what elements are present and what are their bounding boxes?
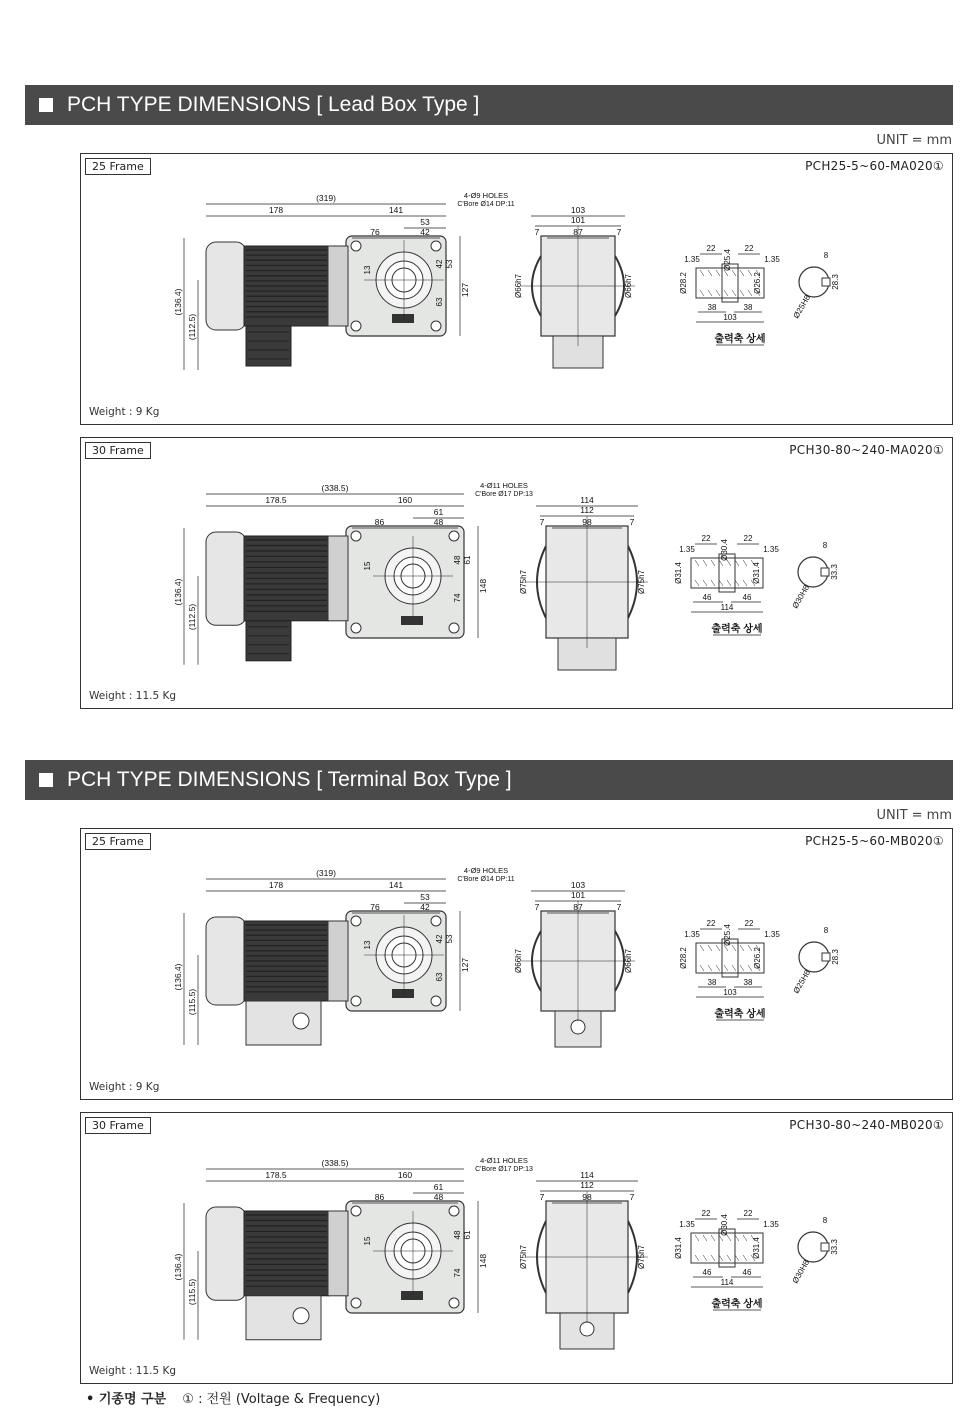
dimension-shaft: 46: [742, 1268, 752, 1277]
dimension-pitch-half: 42: [420, 227, 430, 237]
dimension-v63: 74: [453, 1268, 462, 1278]
adapter-flange: [328, 536, 348, 621]
drawing-panel-lead-25: [80, 153, 953, 425]
dimension-v63: 63: [435, 972, 444, 982]
dimension-offset: 7: [534, 227, 540, 237]
dimension-pitch: 76: [370, 227, 380, 237]
mounting-hole: [449, 531, 459, 541]
dimension-shaft: 22: [743, 534, 753, 543]
dimension-center-height: (112.5): [187, 313, 197, 341]
section-title: PCH TYPE DIMENSIONS [ Terminal Box Type ]: [67, 768, 512, 791]
dimension-spigot: Ø66h7: [624, 273, 633, 299]
dimension-shaft: 22: [701, 534, 711, 543]
dimension-width: 103: [570, 880, 586, 890]
weight-label: Weight : 11.5 Kg: [89, 1365, 177, 1377]
dimension-shaft-length: 103: [723, 313, 737, 322]
mounting-hole: [431, 916, 441, 926]
dimension-v13: 13: [363, 940, 372, 950]
dimension-shaft-dia: Ø25.4: [723, 924, 732, 946]
dimension-shaft: 1.35: [764, 255, 780, 264]
mounting-hole: [351, 1298, 361, 1308]
dimension-v63: 74: [453, 593, 462, 603]
dimension-height: (136.4): [173, 578, 183, 606]
dimension-v63: 63: [435, 297, 444, 307]
keyway-slot: [821, 568, 829, 576]
mounting-hole: [351, 996, 361, 1006]
holes-callout: 4-Ø11 HOLES: [480, 481, 528, 490]
dimension-spigot: Ø66h7: [624, 948, 633, 974]
cbore-callout: C'Bore Ø17 DP:13: [475, 1166, 533, 1173]
weight-label: Weight : 9 Kg: [89, 406, 160, 418]
technical-drawing: [81, 438, 954, 710]
dimension-bore: Ø30H8: [790, 1258, 812, 1285]
dimension-shaft: 1.35: [764, 930, 780, 939]
dimension-gear: 141: [388, 205, 404, 215]
dimension-width-inner: 101: [570, 215, 586, 225]
dimension-offset: 7: [629, 517, 635, 527]
keyway-slot: [822, 953, 830, 961]
terminal-box: [246, 1296, 321, 1340]
adapter-flange: [328, 1211, 348, 1296]
dimension-v53: 53: [445, 259, 454, 269]
dimension-offset: 7: [616, 227, 622, 237]
dimension-bore: Ø25H8: [791, 293, 813, 320]
unit-label: UNIT = mm: [876, 808, 952, 823]
dimension-shaft-length: 103: [723, 988, 737, 997]
dimension-v13: 15: [363, 1236, 372, 1246]
dimension-shaft: 1.35: [763, 1220, 779, 1229]
dimension-shaft-dia: Ø31.4: [752, 1237, 761, 1259]
keyway-slot: [821, 1243, 829, 1251]
dimension-offset: 7: [539, 1192, 545, 1202]
dimension-key-depth: 33.3: [830, 564, 839, 580]
dimension-pitch-front: 87: [573, 902, 583, 912]
dimension-motor: 178.5: [265, 1170, 287, 1180]
technical-drawing: [81, 1113, 954, 1385]
dimension-pitch-half: 48: [433, 517, 444, 527]
dimension-v127: 127: [460, 282, 470, 298]
fan-cover: [206, 242, 246, 330]
dimension-pitch: 86: [374, 517, 385, 527]
cbore-callout: C'Bore Ø17 DP:13: [475, 491, 533, 498]
dimension-pitch: 86: [374, 1192, 385, 1202]
mounting-hole: [431, 996, 441, 1006]
dimension-shaft-dia: Ø26.2: [753, 272, 762, 294]
dimension-center-height: (115.5): [187, 988, 197, 1016]
frame-tag: 30 Frame: [85, 1117, 151, 1134]
dimension-shaft: 22: [706, 244, 716, 253]
dimension-width-inner: 101: [570, 890, 586, 900]
dimension-shaft-dia: Ø31.4: [674, 562, 683, 584]
dimension-offset: 7: [534, 902, 540, 912]
dimension-v42: 48: [453, 555, 462, 565]
drawing-panel-lead-30: [80, 437, 953, 709]
dimension-center-height: (115.5): [187, 1278, 197, 1306]
dimension-shaft-length: 114: [720, 603, 734, 612]
dimension-v13: 15: [363, 561, 372, 571]
dimension-shaft: 1.35: [679, 545, 695, 554]
model-code: PCH25-5~60-MA020①: [805, 159, 944, 173]
section-title: PCH TYPE DIMENSIONS [ Lead Box Type ]: [67, 93, 480, 116]
model-code: PCH30-80~240-MA020①: [789, 443, 944, 457]
dimension-half: 53: [420, 892, 430, 902]
keyway-slot: [822, 278, 830, 286]
dimension-v42: 48: [453, 1230, 462, 1240]
dimension-shaft: 38: [707, 303, 717, 312]
dimension-key-width: 8: [823, 251, 829, 260]
mounting-hole: [431, 321, 441, 331]
mounting-hole: [351, 916, 361, 926]
mounting-hole: [449, 623, 459, 633]
section-header-terminal-box: [25, 760, 953, 800]
dimension-bore: Ø25H8: [791, 968, 813, 995]
fan-cover: [206, 917, 246, 1005]
dimension-width-inner: 112: [580, 1180, 594, 1190]
square-bullet-icon: [39, 773, 53, 787]
shaft-detail-caption: 출력축 상세: [714, 334, 766, 345]
dimension-shaft: 22: [744, 244, 754, 253]
dimension-shaft-dia: Ø31.4: [674, 1237, 683, 1259]
mounting-hole: [449, 1206, 459, 1216]
dimension-overall: (338.5): [321, 483, 349, 493]
dimension-spigot: Ø75h7: [637, 1244, 646, 1270]
dimension-shaft-dia: Ø26.2: [753, 947, 762, 969]
note-label: • 기종명 구분: [86, 1392, 167, 1407]
drawing-panel-terminal-30: [80, 1112, 953, 1384]
frame-tag: 25 Frame: [85, 833, 151, 850]
dimension-shaft: 38: [743, 303, 753, 312]
dimension-pitch-front: 98: [582, 517, 592, 527]
dimension-key-width: 8: [823, 926, 829, 935]
dimension-width: 114: [580, 1170, 594, 1180]
dimension-spigot: Ø75h7: [637, 569, 646, 595]
dimension-key-depth: 33.3: [830, 1239, 839, 1255]
dimension-gear: 160: [397, 495, 413, 505]
cable-gland-icon: [571, 1020, 585, 1034]
fan-cover: [206, 532, 246, 625]
dimension-v127: 127: [460, 957, 470, 973]
technical-drawing: [81, 154, 954, 426]
dimension-motor: 178: [268, 205, 284, 215]
dimension-shaft: 46: [702, 593, 712, 602]
dimension-offset: 7: [629, 1192, 635, 1202]
dimension-spigot: Ø75h7: [519, 569, 528, 595]
dimension-overall: (338.5): [321, 1158, 349, 1168]
dimension-key-width: 8: [822, 1216, 828, 1225]
dimension-pitch-half: 42: [420, 902, 430, 912]
holes-callout: 4-Ø11 HOLES: [480, 1156, 528, 1165]
frame-tag: 25 Frame: [85, 158, 151, 175]
mounting-hole: [431, 241, 441, 251]
technical-drawing: [81, 829, 954, 1101]
dimension-bore: Ø30H8: [790, 583, 812, 610]
dimension-shaft: 1.35: [684, 255, 700, 264]
dimension-shaft: 38: [707, 978, 717, 987]
dimension-spigot: Ø75h7: [519, 1244, 528, 1270]
dimension-height: (136.4): [173, 1253, 183, 1281]
dimension-gear: 160: [397, 1170, 413, 1180]
dimension-key-width: 8: [822, 541, 828, 550]
dimension-width-inner: 112: [580, 505, 594, 515]
drawing-panel-terminal-25: [80, 828, 953, 1100]
dimension-v42: 42: [435, 934, 444, 944]
dimension-shaft-dia: Ø31.4: [752, 562, 761, 584]
dimension-shaft-dia: Ø25.4: [723, 249, 732, 271]
dimension-key-depth: 28.3: [831, 949, 840, 965]
dimension-v53: 53: [445, 934, 454, 944]
dimension-height: (136.4): [173, 963, 183, 991]
section-header-lead-box: [25, 85, 953, 125]
dimension-shaft: 1.35: [684, 930, 700, 939]
cable-gland-icon: [293, 1013, 309, 1029]
dimension-pitch-front: 87: [573, 227, 583, 237]
fan-cover: [206, 1207, 246, 1300]
holes-callout: 4-Ø9 HOLES: [463, 191, 509, 200]
mounting-hole: [449, 1298, 459, 1308]
frame-tag: 30 Frame: [85, 442, 151, 459]
model-naming-note: [86, 1388, 380, 1407]
dimension-shaft: 1.35: [763, 545, 779, 554]
dimension-overall: (319): [316, 193, 336, 203]
dimension-v13: 13: [363, 265, 372, 275]
brand-logo: [401, 616, 423, 625]
weight-label: Weight : 11.5 Kg: [89, 690, 177, 702]
dimension-shaft: 46: [742, 593, 752, 602]
dimension-v53: 61: [463, 555, 472, 565]
dimension-center-height: (112.5): [187, 603, 197, 631]
weight-label: Weight : 9 Kg: [89, 1081, 160, 1093]
cable-gland-icon: [580, 1322, 594, 1336]
dimension-shaft: 22: [706, 919, 716, 928]
dimension-half: 61: [433, 1182, 444, 1192]
dimension-v127: 148: [478, 1253, 488, 1269]
dimension-motor: 178: [268, 880, 284, 890]
mounting-hole: [351, 531, 361, 541]
dimension-shaft-length: 114: [720, 1278, 734, 1287]
dimension-shaft-dia: Ø28.2: [679, 272, 688, 294]
terminal-box: [246, 1001, 321, 1045]
dimension-overall: (319): [316, 868, 336, 878]
model-code: PCH25-5~60-MB020①: [805, 834, 944, 848]
mounting-hole: [351, 1206, 361, 1216]
dimension-shaft: 22: [701, 1209, 711, 1218]
adapter-flange: [328, 921, 348, 1001]
dimension-shaft-dia: Ø30.4: [720, 539, 729, 561]
dimension-spigot: Ø66h7: [514, 948, 523, 974]
dimension-v53: 61: [463, 1230, 472, 1240]
dimension-offset: 7: [539, 517, 545, 527]
dimension-shaft: 22: [744, 919, 754, 928]
dimension-height: (136.4): [173, 288, 183, 316]
dimension-pitch: 76: [370, 902, 380, 912]
cbore-callout: C'Bore Ø14 DP:11: [457, 201, 515, 208]
mounting-hole: [351, 321, 361, 331]
dimension-width: 103: [570, 205, 586, 215]
dimension-v42: 42: [435, 259, 444, 269]
dimension-v127: 148: [478, 578, 488, 594]
dimension-shaft: 38: [743, 978, 753, 987]
adapter-flange: [328, 246, 348, 326]
dimension-shaft-dia: Ø30.4: [720, 1214, 729, 1236]
dimension-motor: 178.5: [265, 495, 287, 505]
dimension-shaft-dia: Ø28.2: [679, 947, 688, 969]
mounting-hole: [351, 623, 361, 633]
shaft-detail-caption: 출력축 상세: [711, 624, 763, 635]
brand-logo: [401, 1291, 423, 1300]
dimension-shaft: 22: [743, 1209, 753, 1218]
dimension-pitch-half: 48: [433, 1192, 444, 1202]
cbore-callout: C'Bore Ø14 DP:11: [457, 876, 515, 883]
dimension-pitch-front: 98: [582, 1192, 592, 1202]
shaft-detail-caption: 출력축 상세: [714, 1009, 766, 1020]
holes-callout: 4-Ø9 HOLES: [463, 866, 509, 875]
dimension-shaft: 46: [702, 1268, 712, 1277]
dimension-width: 114: [580, 495, 594, 505]
cable-gland-icon: [293, 1308, 309, 1324]
note-text: ① : 전원 (Voltage & Frequency): [182, 1392, 381, 1407]
brand-logo: [392, 989, 414, 998]
dimension-offset: 7: [616, 902, 622, 912]
dimension-shaft: 1.35: [679, 1220, 695, 1229]
dimension-spigot: Ø66h7: [514, 273, 523, 299]
square-bullet-icon: [39, 98, 53, 112]
dimension-gear: 141: [388, 880, 404, 890]
dimension-half: 53: [420, 217, 430, 227]
shaft-detail-caption: 출력축 상세: [711, 1299, 763, 1310]
mounting-hole: [351, 241, 361, 251]
brand-logo: [392, 314, 414, 323]
model-code: PCH30-80~240-MB020①: [789, 1118, 944, 1132]
dimension-key-depth: 28.3: [831, 274, 840, 290]
dimension-half: 61: [433, 507, 444, 517]
unit-label: UNIT = mm: [876, 133, 952, 148]
